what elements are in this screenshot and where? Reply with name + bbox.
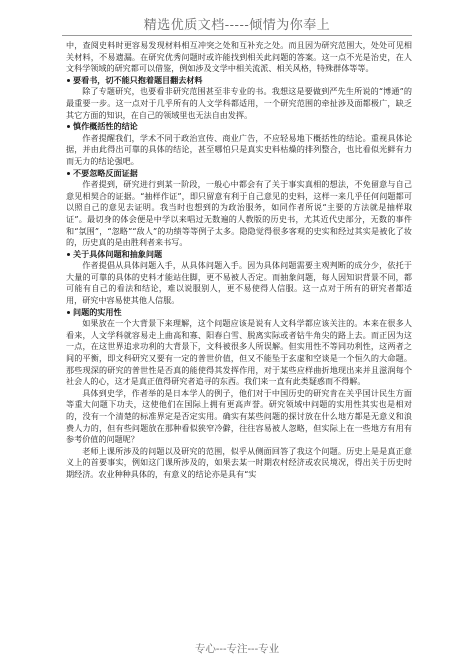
section-heading-text: 问题的实用性 [73, 306, 122, 317]
paragraph: 如果放在一个大背景下来理解，这个问题应该是说有人文科学都应该关注的。本来在很多人看来，人文学科就容易走上曲高和寡、阳春白雪、脱离实际或者钻牛角尖的路上去。而正因为这一点，在这世界追求功利的大背景下，文科被很多人所误解。但实用性不等同功利性，这两者之间的平衡，即文科研究又要有一定的普世价值，但又不能坠于玄虚和空谈是一个恒久的大命题。那些现深的研究的普世性是否真的能使得其发挥作用，对于某些应样曲折地现出来并且滋润每个社会人的心，这才是真正值得研究者追寻的东西。我们来一直有此类疑惑而不得解。 [66, 318, 412, 387]
section-heading [66, 249, 412, 261]
document-body [66, 40, 412, 481]
section-heading [66, 121, 412, 133]
section-heading-text: 慎作概括性的结论 [73, 121, 138, 132]
paragraph: 除了专题研究，也要看非研究范围甚至非专业的书。我想这是要做到严先生所说的“博通”的最重要一步。这一点对于几乎所有的人文学科都适用，一个研究范围的牵扯涉及面都极广，缺乏其它方面的知识，在自己的领域里也无法自由发挥。 [66, 86, 412, 120]
section-heading [66, 75, 412, 87]
intro-paragraph: 中，查阅史料时更容易发现材料相互冲突之处和互补充之处。而且因为研究范围大，处处可见相关材料，不易遗漏。在研究优秀问题时或许能找到相关此问题的答案。这一点不光是治史，在人文科学领域的研究都可以借鉴，例如涉及文学中相关流派、相关风格，特殊群体等等。 [66, 40, 412, 74]
paragraph: 作者提倡从具体问题入手，从具体问题入手。因为具体问题需要主观判断的成分少，依托于大量的可靠的具体的史料才能站住脚，更不易被人否定。而抽象问题，每人因知识背景不同，都可能有自己的看法和结论，难以说服别人，更不易使得人信服。这一点对于所有的研究者都适用，研究中容易使其他人信服。 [66, 260, 412, 306]
bullet-icon [67, 172, 70, 175]
paragraph: 老师上课所涉及的问题以及研究的范围，似乎从侧面回答了我这个问题。历史上是是真正意义上的首要事实，例如这门课所涉及的，如果去某一时期农村经济或农民境况，得出关于历史时期经济。农业种种具体的，有意义的结论亦是具有“实 [66, 445, 412, 479]
header-divider [62, 35, 412, 36]
page-footer: 专心---专注---专业 [194, 643, 280, 655]
paragraph: 具体到史学，作者举的是日本学人的例子，他们对于中国历史的研究肯在关乎国计民生方面等重大问题下功夫，这使他们在国际上拥有更高声誉。研究领域中问题的实用性其实也是相对的，没有一个清楚的标准界定是否定实用。确实有某些问题的探讨放在什么地方都是无意义和浪费人力的，但有些问题放在那种看似狭窄冷僻，往往容易被人忽略，但实际上在一些地方有用有参考价值的问题呢？ [66, 387, 412, 445]
bullet-icon [67, 253, 70, 256]
bullet-icon [67, 311, 70, 314]
bullet-icon [67, 79, 70, 82]
paragraph: 作者提醒我们，学术不同于政治宣传、商业广告，不应轻易地下概括性的结论。重视具体论据，并由此得出可靠的具体的结论，甚至哪怕只是真实史料枯燥的排列整合，也比看似光鲜有力而无力的结论强吧。 [66, 132, 412, 166]
page-header: 精选优质文档-----倾情为你奉上 [143, 18, 331, 33]
section-heading [66, 307, 412, 319]
section-heading-text: 关于具体问题和抽象问题 [73, 248, 163, 259]
section-heading-text: 不要忽略反面证据 [73, 167, 138, 178]
paragraph: 作者提到，研究进行到某一阶段，一般心中都会有了关于事实真相的想法，不免留意与自己意见相契合的证据。“抽样作证”，即只留意有利于自己意见的史料，这样一来几乎任何问题都可以照自己的意见去证明。我当时也想到的为政治服务，如同作者所说“主要的方法就是抽样取证”。最切身的体会便是中学以来唱过无数遍的人教版的历史书，尤其近代史部分，无数的事件和“氛围”，“忽略”“敌人”的功绩等等例子太多。隐隐觉得很多客观的史实和经过其实是被化了妆的，历史真的是由胜利者来书写。 [66, 179, 412, 248]
section-heading-text: 要看书，切不能只抱着题目翻去材料 [73, 74, 203, 85]
section-heading [66, 168, 412, 180]
bullet-icon [67, 125, 70, 128]
